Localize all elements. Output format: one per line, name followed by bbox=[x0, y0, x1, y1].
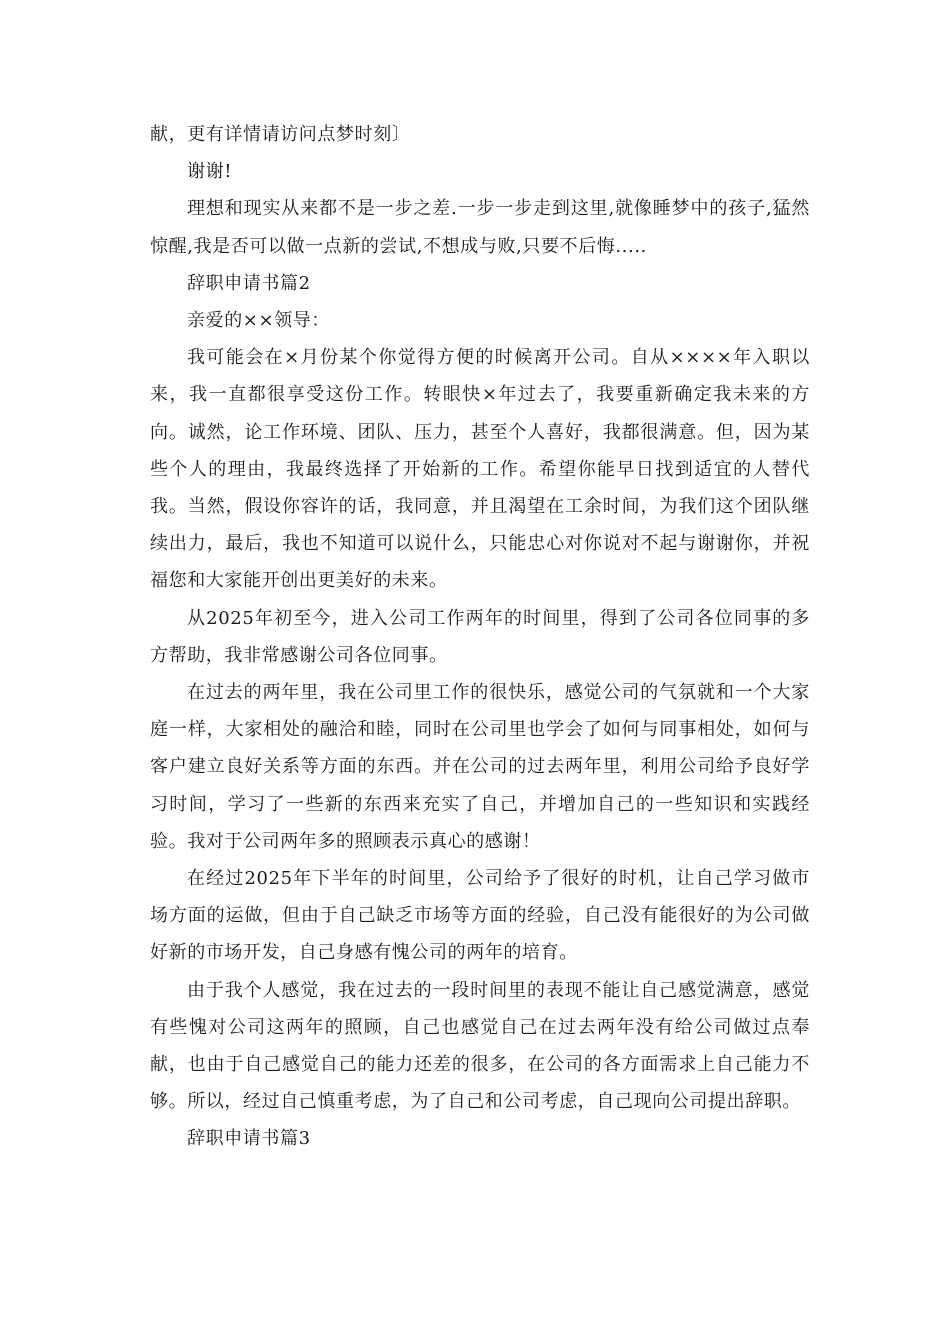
salutation: 亲爱的××领导： bbox=[187, 310, 330, 332]
paragraph-second-half-2025: 在经过2025年下半年的时间里，公司给予了很好的时机，让自己学习做市场方面的运做，但由于自己缺乏市场等方面的经验，自己没有能很好的为公司做好新的市场开发，自己身感有愧公司的两年的培育。 bbox=[150, 868, 810, 964]
paragraph-thanks: 谢谢! bbox=[187, 161, 233, 183]
paragraph-ideal-reality: 理想和现实从来都不是一步之差.一步一步走到这里,就像睡梦中的孩子,猛然惊醒,我是否可以做一点新的尝试,不想成与败,只要不后悔..... bbox=[150, 198, 810, 257]
document-body bbox=[150, 116, 810, 1158]
section-heading-2: 辞职申请书篇2 bbox=[187, 272, 311, 294]
paragraph-resignation-reason: 由于我个人感觉，我在过去的一段时间里的表现不能让自己感觉满意，感觉有些愧对公司这两年的照顾，自己也感觉自己在过去两年没有给公司做过点奉献，也由于自己感觉自己的能力还差的很多，在公司的各方面需求上自己能力不够。所以，经过自己慎重考虑，为了自己和公司考虑，自己现向公司提出辞职。 bbox=[150, 979, 810, 1113]
paragraph-continuation: 献，更有详情请访问点梦时刻〕 bbox=[150, 124, 411, 145]
paragraph-since-2025: 从2025年初至今，进入公司工作两年的时间里，得到了公司各位同事的多方帮助，我非常感谢公司各位同事。 bbox=[150, 607, 810, 666]
paragraph-past-two-years: 在过去的两年里，我在公司里工作的很快乐，感觉公司的气氛就和一个大家庭一样，大家相处的融洽和睦，同时在公司里也学会了如何与同事相处，如何与客户建立良好关系等方面的东西。并在公司的过去两年里，利用公司给予良好学习时间，学习了一些新的东西来充实了自己，并增加自己的一些知识和实践经验。我对于公司两年多的照顾表示真心的感谢！ bbox=[150, 682, 810, 852]
section-heading-3: 辞职申请书篇3 bbox=[187, 1128, 311, 1150]
paragraph-leaving: 我可能会在×月份某个你觉得方便的时候离开公司。自从××××年入职以来，我一直都很享受这份工作。转眼快×年过去了，我要重新确定我未来的方向。诚然，论工作环境、团队、压力，甚至个人喜好，我都很满意。但，因为某些个人的理由，我最终选择了开始新的工作。希望你能早日找到适宜的人替代我。当然，假设你容许的话，我同意，并且渴望在工余时间，为我们这个团队继续出力，最后，我也不知道可以说什么，只能忠心对你说对不起与谢谢你，并祝福您和大家能开创出更美好的未来。 bbox=[150, 347, 810, 592]
